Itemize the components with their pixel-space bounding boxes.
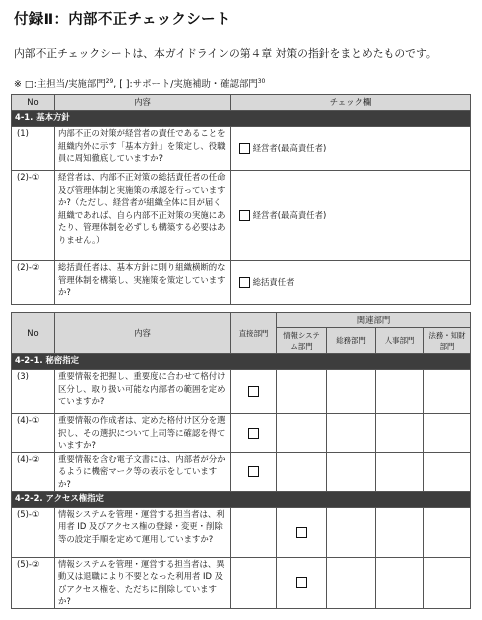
checkbox[interactable] [248, 386, 259, 397]
row-content: 経営者は、内部不正対策の総括責任者の任命及び管理体制と実施策の承認を行っていますか?（ただし、経営者が組織全体に目が届く組織であれば、自ら内部不正対策の実施にあたり、管理体制を必ずしも構築する必要はありません。） [55, 171, 231, 261]
check-cell [231, 127, 471, 171]
table-row [12, 127, 471, 171]
header-no: No [12, 313, 55, 354]
page-title: 付録Ⅱ：内部不正チェックシート [14, 12, 231, 28]
legend-middle: , [ ]:サポート/実施補助・確認部門 [113, 79, 258, 90]
row-no: (4)-② [12, 452, 55, 491]
check-label: 総括責任者 [252, 277, 295, 288]
row-no: (1) [12, 127, 55, 171]
check-it [277, 452, 327, 491]
check-hr [376, 414, 424, 453]
check-it [277, 557, 327, 608]
check-legal [424, 414, 471, 453]
checkbox[interactable] [239, 143, 250, 154]
row-content: 内部不正の対策が経営者の責任であることを組織内外に示す「基本方針」を策定し、役職員に周知徹底していますか? [55, 127, 231, 171]
check-hr [376, 370, 424, 414]
header-direct-dept: 直接部門 [231, 313, 277, 354]
check-legal [424, 507, 471, 557]
checkbox[interactable] [239, 277, 250, 288]
checkbox[interactable] [248, 466, 259, 477]
check-hr [376, 452, 424, 491]
checklist-table-basic-policy [11, 94, 471, 305]
checkbox[interactable] [248, 428, 259, 439]
check-cell [231, 261, 471, 305]
check-general [327, 370, 376, 414]
check-direct [231, 507, 277, 557]
check-hr [376, 507, 424, 557]
row-no: (3) [12, 370, 55, 414]
header-related-dept: 関連部門 [277, 313, 471, 328]
checkbox[interactable] [296, 577, 307, 588]
check-hr [376, 557, 424, 608]
section-row [12, 111, 471, 127]
check-general [327, 557, 376, 608]
section-row [12, 491, 471, 507]
row-content: 情報システムを管理・運営する担当者は、異動又は退職により不要となった利用者 ID 及びアクセス権を、ただちに削除していますか? [55, 557, 231, 608]
header-hr-dept: 人事部門 [376, 328, 424, 354]
header-general-affairs-dept: 総務部門 [327, 328, 376, 354]
row-content: 重要情報を含む電子文書には、内部者が分かるように機密マーク等の表示をしていますか? [55, 452, 231, 491]
row-content: 重要情報の作成者は、定めた格付け区分を選択し、その選択について上司等に確認を得ていますか? [55, 414, 231, 453]
section-title: 4-2-2. アクセス権指定 [12, 491, 471, 507]
header-legal-ip-dept: 法務・知財部門 [424, 328, 471, 354]
check-label: 経営者(最高責任者) [252, 210, 327, 221]
check-it [277, 507, 327, 557]
table2-header-row [12, 313, 471, 328]
table-row [12, 261, 471, 305]
check-legal [424, 370, 471, 414]
check-general [327, 507, 376, 557]
check-it [277, 414, 327, 453]
row-content: 情報システムを管理・運営する担当者は、利用者 ID 及びアクセス権の登録・変更・削除等の設定手順を定めて運用していますか? [55, 507, 231, 557]
check-direct [231, 370, 277, 414]
header-it-dept: 情報システム部門 [277, 328, 327, 354]
table-row [12, 452, 471, 491]
check-direct [231, 414, 277, 453]
header-content: 内容 [55, 95, 231, 111]
legend-prefix: ※ □:主担当/実施部門 [14, 79, 106, 90]
header-check: チェック欄 [231, 95, 471, 111]
table-row [12, 171, 471, 261]
row-no: (4)-① [12, 414, 55, 453]
check-it [277, 370, 327, 414]
row-no: (2)-② [12, 261, 55, 305]
checkbox[interactable] [296, 527, 307, 538]
header-no: No [12, 95, 55, 111]
table1-header-row [12, 95, 471, 111]
row-content: 重要情報を把握し、重要度に合わせて格付け区分し、取り扱い可能な内部者の範囲を定めていますか? [55, 370, 231, 414]
legend-footnote-30: 30 [257, 77, 266, 85]
row-no: (5)-② [12, 557, 55, 608]
legend [14, 76, 265, 90]
section-title: 4-2-1. 秘密指定 [12, 354, 471, 370]
table-row [12, 414, 471, 453]
section-row [12, 354, 471, 370]
intro-text: 内部不正チェックシートは、本ガイドラインの第４章 対策の指針をまとめたものです。 [14, 47, 437, 60]
check-legal [424, 452, 471, 491]
check-general [327, 452, 376, 491]
row-no: (5)-① [12, 507, 55, 557]
check-general [327, 414, 376, 453]
row-content: 総括責任者は、基本方針に則り組織横断的な管理体制を構築し、実施策を策定していますか? [55, 261, 231, 305]
table-row [12, 507, 471, 557]
checklist-table-departments [11, 312, 471, 609]
header-content: 内容 [55, 313, 231, 354]
check-legal [424, 557, 471, 608]
row-no: (2)-① [12, 171, 55, 261]
check-cell [231, 171, 471, 261]
check-direct [231, 557, 277, 608]
check-label: 経営者(最高責任者) [252, 143, 327, 154]
section-title: 4-1. 基本方針 [12, 111, 471, 127]
legend-footnote-29: 29 [105, 77, 114, 85]
check-direct [231, 452, 277, 491]
table-row [12, 557, 471, 608]
checkbox[interactable] [239, 210, 250, 221]
table-row [12, 370, 471, 414]
